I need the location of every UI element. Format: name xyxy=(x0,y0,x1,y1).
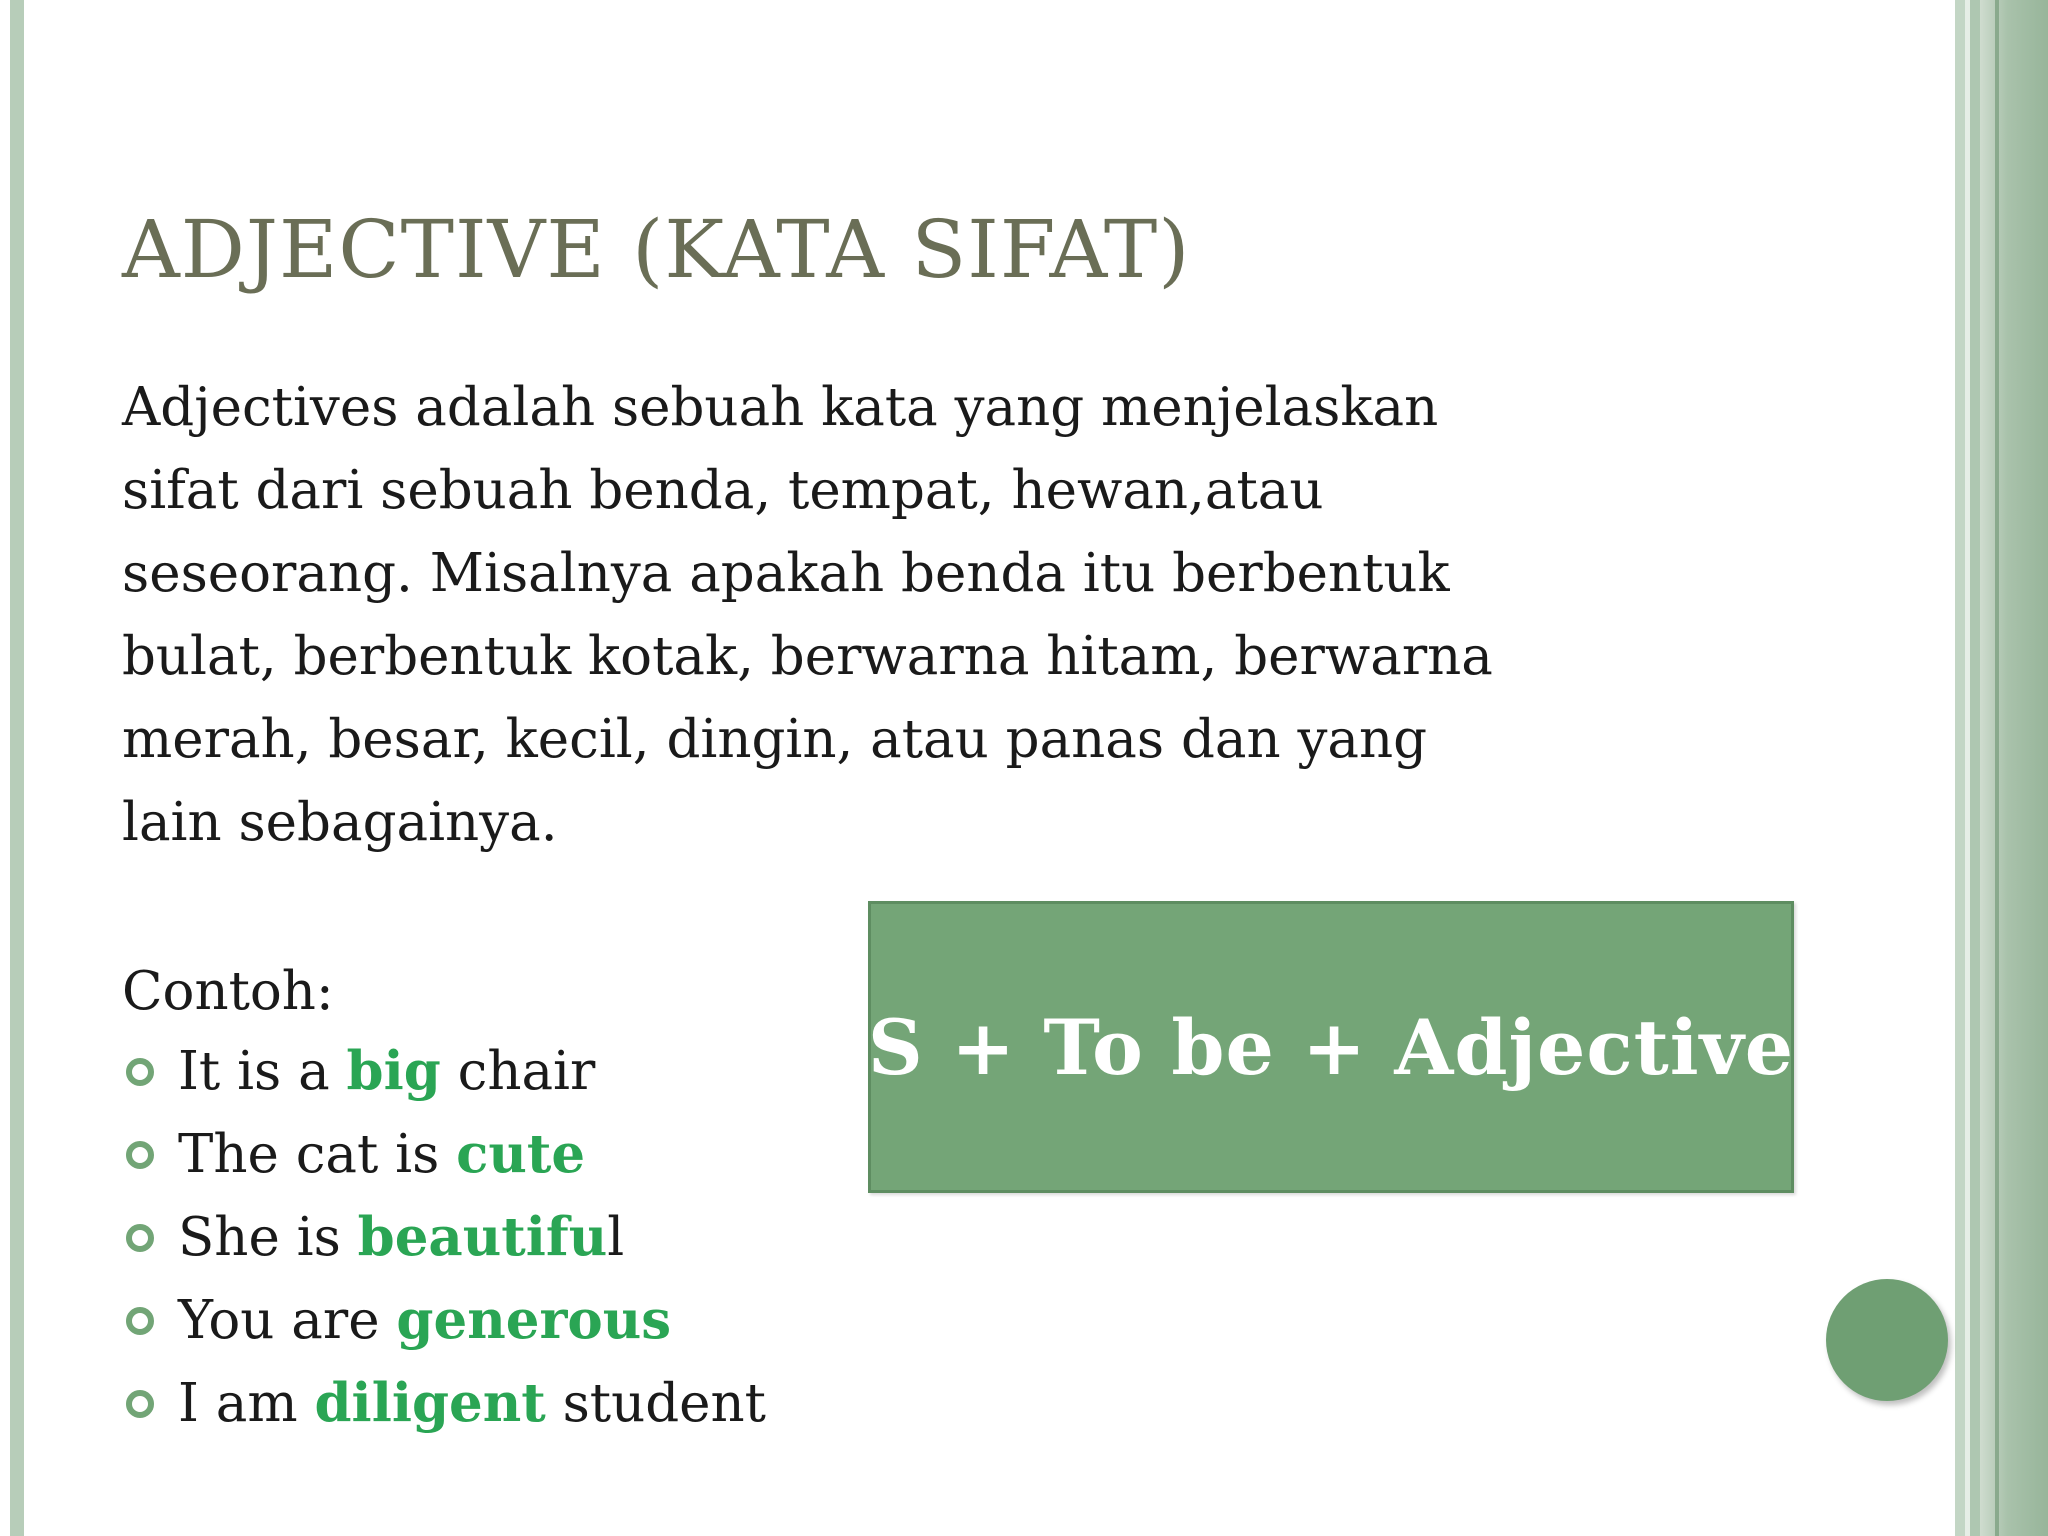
definition-paragraph xyxy=(122,366,1522,864)
example-text: student xyxy=(545,1373,766,1434)
example-text: You are xyxy=(178,1290,397,1351)
definition-line: seseorang. Misalnya apakah benda itu berbentuk xyxy=(122,543,1450,604)
left-border-decoration xyxy=(10,0,24,1536)
definition-line: sifat dari sebuah benda, tempat, hewan,atau xyxy=(122,460,1324,521)
definition-line: merah, besar, kecil, dingin, atau panas dan yang xyxy=(122,709,1428,770)
example-text: She is xyxy=(178,1207,358,1268)
example-adjective: diligent xyxy=(314,1372,546,1434)
example-item xyxy=(122,1196,766,1279)
right-border-band xyxy=(1980,0,2048,1536)
example-text: I am xyxy=(178,1373,315,1434)
example-item xyxy=(122,1113,766,1196)
decorative-circle xyxy=(1826,1279,1948,1401)
circle-bullet-icon xyxy=(126,1058,154,1086)
example-adjective: big xyxy=(346,1040,441,1102)
formula-box xyxy=(868,901,1794,1193)
example-label: Contoh: xyxy=(122,961,334,1022)
circle-bullet-icon xyxy=(126,1224,154,1252)
formula-text: S + To be + Adjective xyxy=(867,1002,1795,1092)
example-item xyxy=(122,1030,766,1113)
slide-title: ADJECTIVE (KATA SIFAT) xyxy=(122,203,1191,296)
example-adjective: cute xyxy=(456,1123,586,1185)
circle-bullet-icon xyxy=(126,1307,154,1335)
example-adjective: generous xyxy=(396,1289,672,1351)
example-text: l xyxy=(607,1207,625,1268)
example-item xyxy=(122,1362,766,1445)
example-text: The cat is xyxy=(178,1124,457,1185)
example-adjective: beautifu xyxy=(357,1206,608,1268)
definition-line: bulat, berbentuk kotak, berwarna hitam, berwarna xyxy=(122,626,1493,687)
right-border-stripe xyxy=(1955,0,1965,1536)
example-item xyxy=(122,1279,766,1362)
circle-bullet-icon xyxy=(126,1390,154,1418)
circle-bullet-icon xyxy=(126,1141,154,1169)
right-border-line xyxy=(1995,0,1999,1536)
right-border-stripe xyxy=(1970,0,1980,1536)
example-list xyxy=(122,1030,766,1445)
example-text: chair xyxy=(440,1041,596,1102)
example-text: It is a xyxy=(178,1041,347,1102)
definition-line: lain sebagainya. xyxy=(122,792,558,853)
definition-line: Adjectives adalah sebuah kata yang menjelaskan xyxy=(122,377,1439,438)
